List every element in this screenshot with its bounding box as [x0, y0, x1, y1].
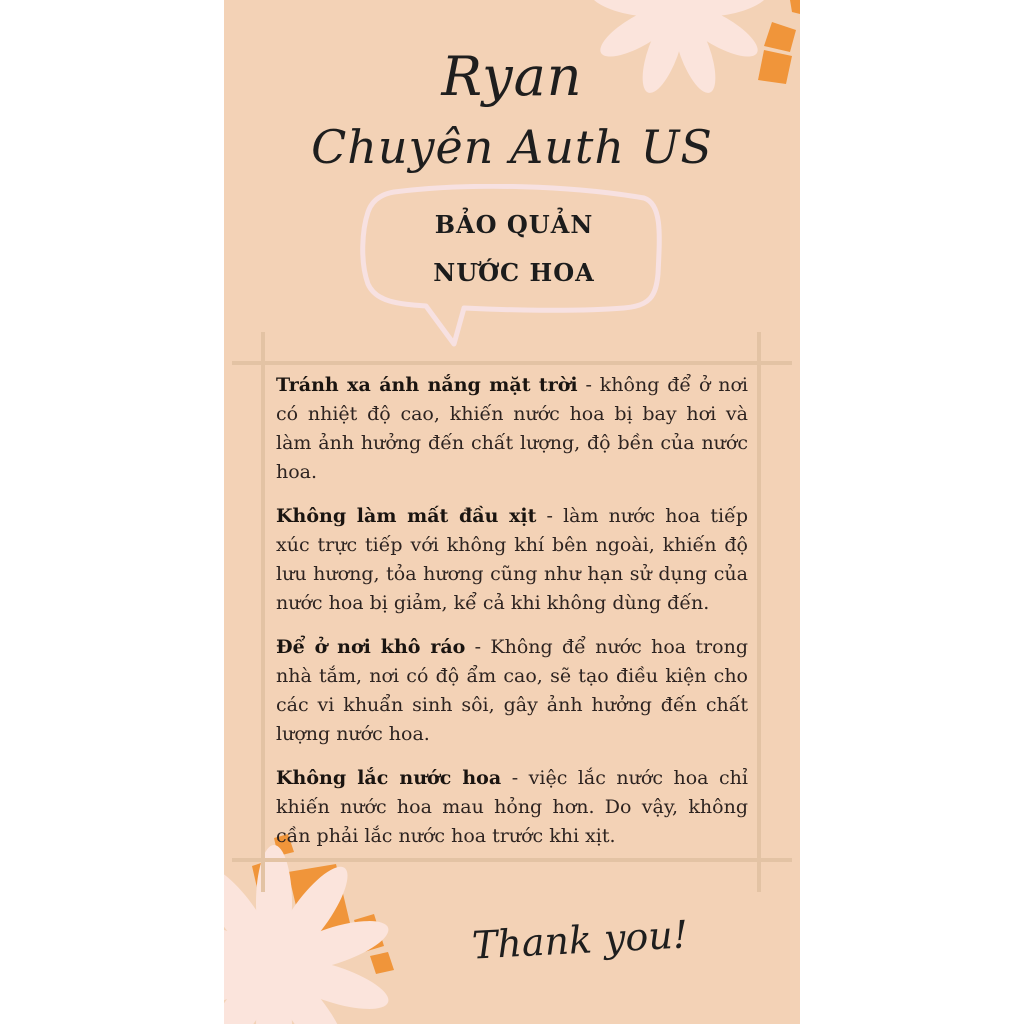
- thank-you-text: Thank you!: [470, 912, 690, 968]
- frame-line-top: [232, 361, 792, 365]
- tip-title: Để ở nơi khô ráo: [276, 636, 466, 658]
- bubble-heading-line-1: BẢO QUẢN: [434, 210, 594, 239]
- brand-tagline: Chuyên Auth US: [311, 120, 713, 174]
- info-card: [224, 0, 800, 1024]
- tip-item: [276, 371, 748, 487]
- tip-item: [276, 633, 748, 749]
- frame-line-right: [757, 332, 761, 892]
- tips-list: [276, 371, 748, 866]
- tip-title: Không lắc nước hoa: [276, 767, 502, 789]
- tip-body: - việc lắc nước hoa chỉ khiến nước hoa mau hỏng hơn. Do vậy, không cần phải lắc nước hoa trước khi xịt.: [276, 767, 748, 847]
- tip-body: - Không để nước hoa trong nhà tắm, nơi có độ ẩm cao, sẽ tạo điều kiện cho các vi khuẩn sinh sôi, gây ảnh hưởng đến chất lượng nước hoa.: [276, 636, 748, 745]
- tip-body: - làm nước hoa tiếp xúc trực tiếp với không khí bên ngoài, khiến độ lưu hương, tỏa hương cũng như hạn sử dụng của nước hoa bị giảm, kể cả khi không dùng đến.: [276, 505, 748, 614]
- frame-line-left: [261, 332, 265, 892]
- tip-title: Không làm mất đầu xịt: [276, 505, 537, 527]
- brand-name: Ryan: [441, 45, 583, 108]
- tip-body: - không để ở nơi có nhiệt độ cao, khiến nước hoa bị bay hơi và làm ảnh hưởng đến chất lượng, độ bền của nước hoa.: [276, 374, 749, 483]
- tip-item: [276, 764, 748, 851]
- tip-title: Tránh xa ánh nắng mặt trời: [276, 374, 578, 396]
- bubble-heading-line-2: NƯỚC HOA: [433, 258, 595, 287]
- tip-item: [276, 502, 748, 618]
- bubble-heading: [374, 201, 654, 297]
